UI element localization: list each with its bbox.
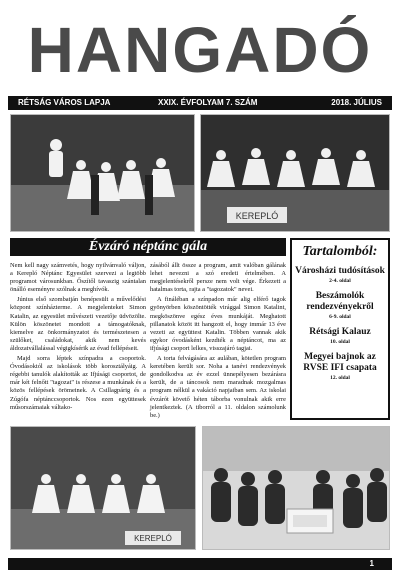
crowd-cake-scene — [203, 427, 390, 550]
toc-item-title: Beszámolók rendezvényekről — [306, 291, 374, 312]
article-paragraph: Majd sorra léptek színpadra a csoportok. Óvodásoktól az iskolások több korosztályáig. A régebbi tanulók alakították az Ifjúsági csoportot, de már két felnőtt "tagozat" is részese a munkának és a közös fellépések örömeinek. A Csillagpárig és a Zúgófa néptánccsoportok. Nos ezen együttesek műsorszámaiak váltako- — [10, 355, 146, 411]
toc-item[interactable] — [292, 327, 388, 345]
page-footer — [8, 558, 392, 570]
toc-item-title: Rétsági Kalauz — [309, 327, 371, 337]
photo-kids-dancers — [10, 426, 196, 550]
masthead — [8, 14, 392, 92]
article-paragraph: A torta felvágására az aulában, kötetlen program keretében került sor. Noha a tanévi rendezvények gondolkodva az év ezzel ünnepélyesen bezárásra került, de a táncosok nem maradnak mozgalmas program nélkül a vakáció napjaiban sem. Az iskolai évzárót követő héten táborba vonulnak akik erre jelentkeztek. (A tiborról a 11. oldalon számolunk be.) — [150, 355, 286, 419]
publication-subtitle: RÉTSÁG VÁROS LAPJA — [18, 98, 111, 107]
sign-text-right: KEREPLÓ — [235, 211, 279, 221]
toc-item[interactable] — [292, 352, 388, 381]
article-paragraph: Június első szombatján benépesült a művelődési központ színházterme. A megjelenteket Simon Katalin, az egyesület művészeti vezetője üdvözölte. Külön köszönetet mondott a támogatóknak, kiemelve az önkormányzatot és természetesen a szülőket, családokat, akik nem kevés áldozatvállalással végigkísérik az évad fellépéseit. — [10, 296, 146, 352]
newspaper-title: HANGADÓ — [27, 14, 373, 86]
toc-item-title: Megyei bajnok az RVSE IFI csapata — [303, 352, 377, 373]
article-paragraph: zásából állt össze a program, amit valóban gálának lehet nevezni a szó eredeti értelmében. A megjelentésekről persze nem volt vége. Érkezett a hatalmas torta, rajta a "tagozatok" nevei. — [150, 262, 286, 294]
masthead-info-bar — [8, 96, 392, 110]
toc-item-page: 12. oldal — [330, 375, 350, 381]
article-col-1 — [10, 262, 146, 414]
toc-item-page: 6-9. oldal — [329, 314, 351, 320]
article-paragraph: A fináléban a színpadon már alig elférő tagok gyönyörben köszöntötték virággal Simon Katalint, megköszönve egész éves munkáját. Meghatott pillanatok közöt itt hangzott el, hogy immár 13 éve vezeti az együttest Katalin. Többen vannak akik egykor óvodásként kezdték a néptáncot, ma az ifjúsági csoport lelkes, visszajáró tagjai. — [150, 296, 286, 352]
table-of-contents — [290, 238, 390, 420]
photo-dancers-left — [10, 114, 195, 232]
kids-dancers-scene — [11, 427, 196, 550]
toc-item-title: Városházi tudósítások — [295, 266, 385, 276]
photo-crowd-cake — [202, 426, 390, 550]
issue-date: 2018. JÚLIUS — [331, 98, 382, 107]
article-paragraph: Nem kell nagy számvetés, hogy nyilvánvaló váljon, a Kerepló Néptánc Egyesület szervezi a legtöbb programot városunkban. Őszítől tavaszig szántalan önálló eseményre szólnak a meghívók. — [10, 262, 146, 294]
article-title: Évzáró néptánc gála — [10, 238, 286, 256]
photo-dancers-right — [200, 114, 390, 232]
toc-item[interactable] — [292, 291, 388, 320]
toc-title: Tartalomból: — [302, 244, 378, 259]
dancers-scene-right — [201, 115, 390, 232]
toc-item-page: 2-4. oldal — [329, 278, 351, 284]
dancers-scene-left — [11, 115, 195, 232]
sign-text-left: KEREPLÓ — [134, 534, 172, 543]
page-number: 1 — [369, 559, 374, 568]
toc-item-page: 10. oldal — [330, 339, 350, 345]
volume-issue: XXIX. ÉVFOLYAM 7. SZÁM — [158, 98, 258, 107]
article-col-2 — [150, 262, 286, 422]
toc-item[interactable] — [292, 266, 388, 284]
